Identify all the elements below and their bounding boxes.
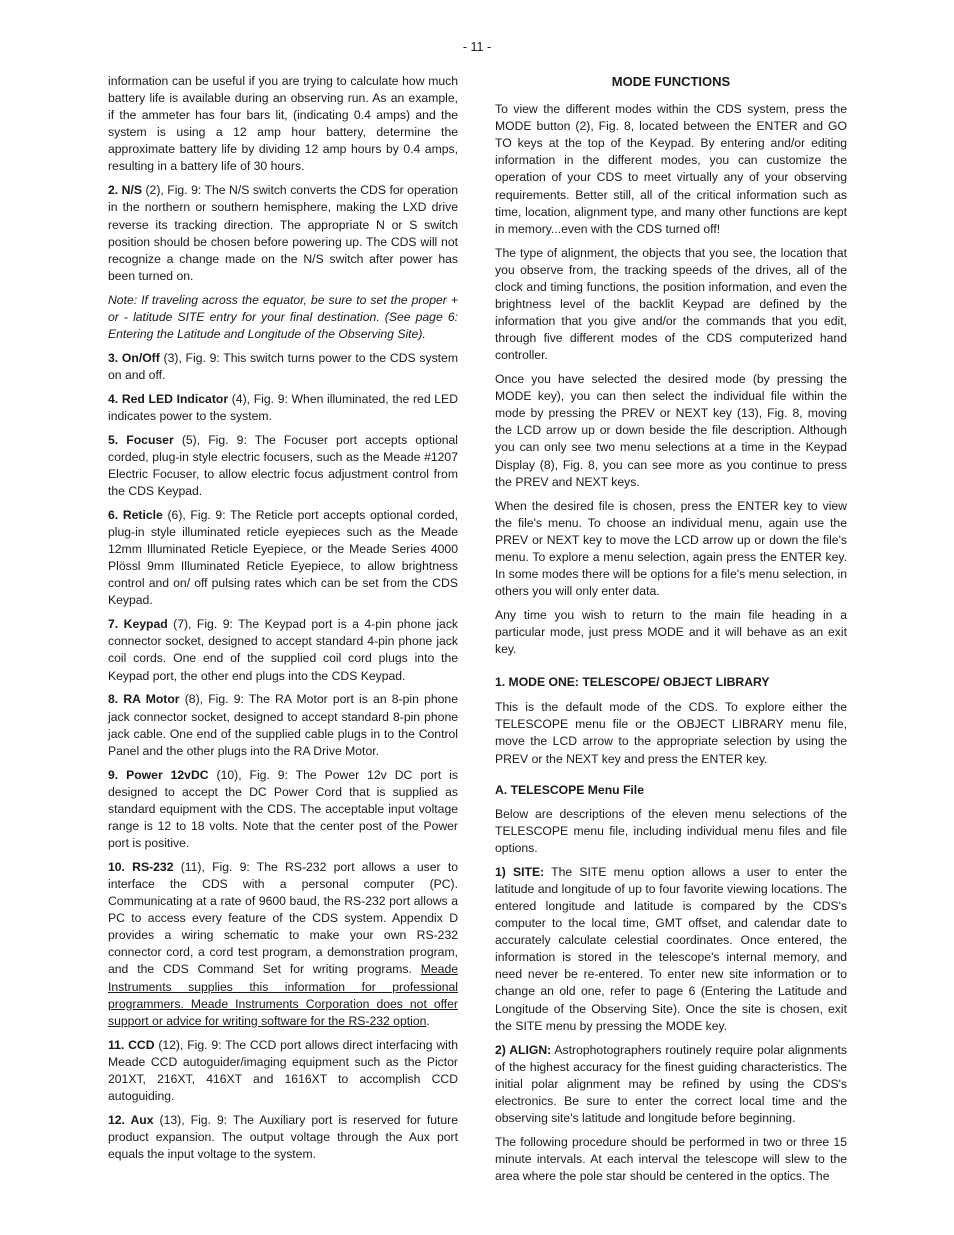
intro-paragraph: information can be useful if you are trying to calculate how much battery life is available during an observing run. As an example, if the ammeter has four bars lit, (indicating 0.4 amps) and the system is using a 12 amp hour battery, determine the approximate battery life by dividing 12 amp hours by 0.4 amps, resulting in a battery life of 30 hours. [108,74,458,174]
item-ra-motor [108,691,458,759]
item-red-led [108,391,458,425]
note-paragraph [108,292,458,343]
item-power [108,767,458,852]
item-text: (8), Fig. 9: The RA Motor port is an 8-pin phone jack connector socket, designed to accept standard 8-pin phone jack cable. One end of the supplied cable plugs in to the Control Panel and the other plugs into the RA Drive Motor. [108,692,458,758]
align-text: Astrophotographers routinely require polar alignments of the highest accuracy for the finest guiding characteristics. The initial polar alignment may be refined by using the CDS's electronics. Be sure to enter the correct local time and the observing site's latitude and longitude before beginning. [495,1042,847,1125]
item-label: 2. N/S [108,183,142,198]
item-label: 10. RS-232 [108,859,174,874]
page-number: - 11 - [462,40,492,54]
site-paragraph [495,864,847,1035]
item-text: (11), Fig. 9: The RS-232 port allows a user to interface the CDS with a personal computer (PC). Communicating at a rate of 9600 baud, the RS-232 port allows a PC to access every feature of the CDS system. Appendix D provides a wiring schematic to make your own RS-232 connector cord, a cord test program, a demonstration program, and the CDS Command Set for writing programs. [108,859,458,977]
item-keypad [108,616,458,684]
item-text: (12), Fig. 9: The CCD port allows direct interfacing with Meade CCD autoguider/imaging equipment such as the Pictor 201XT, 216XT, 416XT and 1616XT to accomplish CCD autoguiding. [108,1037,458,1103]
site-text: The SITE menu option allows a user to enter the latitude and longitude of up to four favorite viewing locations. The entered longitude and latitude is compared by the CDS's computer to the local time, GMT offset, and calendar date to accurately calculate celestial coordinates. Once entered, the information is stored in the telescope's internal memory, and need never be re-entered. To enter new site information or to change an old one, refer to page 6 (Entering the Latitude and Longitude of the Observing Site). Once the site is chosen, exit the SITE menu by pressing the MODE key. [495,864,847,1033]
section-heading: MODE FUNCTIONS [611,74,731,89]
mode-one-paragraph: This is the default mode of the CDS. To explore either the TELESCOPE menu file or the OBJECT LIBRARY menu file, move the LCD arrow to the appropriate selection by using the PREV or the NEXT key and press the ENTER key. [495,700,847,766]
item-label: 9. Power 12vDC [108,767,209,782]
item-on-off [108,350,458,384]
rs232-disclaimer: Meade Instruments supplies this information for professional programmers. Meade Instruments Corporation does not offer support or advice for writing software for the RS-232 option [108,962,458,1028]
body-paragraph: Once you have selected the desired mode (by pressing the MODE key), you can then select the individual file within the mode by pressing the PREV or NEXT key (13), Fig. 8, moving the LCD arrow up or down beside the file description. Although you can only see two menu selections at a time in the Keypad Display (8), Fig. 8, you can see more as you continue to press the PREV and NEXT keys. [495,372,847,489]
item-rs232 [108,859,458,1030]
item-label: 3. On/Off [108,350,160,365]
item-reticle [108,507,458,610]
item-tail: . [426,1013,430,1028]
left-column [108,73,458,1170]
item-focuser [108,432,458,500]
procedure-paragraph: The following procedure should be performed in two or three 15 minute intervals. At each interval the telescope will slew to the area where the pole star should be centered in the optics. The [495,1134,847,1184]
item-text: (3), Fig. 9: This switch turns power to the CDS system on and off. [108,350,458,382]
telescope-menu-heading: A. TELESCOPE Menu File [495,782,644,797]
mode-one-heading: 1. MODE ONE: TELESCOPE/ OBJECT LIBRARY [495,675,770,690]
item-text: (4), Fig. 9: When illuminated, the red LED indicates power to the system. [108,391,458,423]
item-ccd [108,1037,458,1105]
body-paragraph: Any time you wish to return to the main file heading in a particular mode, just press MODE and it will behave as an exit key. [495,607,847,657]
item-text: (10), Fig. 9: The Power 12v DC port is designed to accept the DC Power Cord that is supplied as standard equipment with the CDS. The acceptable input voltage range is 12 to 18 volts. Note that the center post of the Power port is positive. [108,767,458,851]
item-label: 12. Aux [108,1112,154,1127]
align-label: 2) ALIGN: [495,1042,552,1057]
item-text: (7), Fig. 9: The Keypad port is a 4-pin phone jack connector socket, designed to accept standard 4-pin phone jack coil cords. One end of the supplied coil cord plugs into the Keypad port, the other end plugs into the CDS Keypad. [108,617,459,683]
body-paragraph: To view the different modes within the CDS system, press the MODE button (2), Fig. 8, located between the ENTER and GO TO keys at the top of the Keypad. By entering and/or editing information in the different modes, you can customize the operation of your CDS to meet virtually any of your observing requirements. Better still, all of the critical information such as time, location, alignment type, and many other functions are kept in memory...even with the CDS turned off! [495,102,847,236]
telescope-menu-paragraph: Below are descriptions of the eleven menu selections of the TELESCOPE menu file, including individual menu files and file options. [495,806,847,855]
body-paragraph: When the desired file is chosen, press the ENTER key to view the file's menu. To choose an individual menu, again use the PREV or NEXT key to move the LCD arrow up or down the file's menu. To explore a menu selection, again press the ENTER key. In some modes there will be options for a file's menu selection, in others you will only enter data. [495,498,847,599]
item-text: (13), Fig. 9: The Auxiliary port is reserved for future product expansion. The output voltage through the Aux port equals the input voltage to the system. [108,1112,458,1161]
item-text: (6), Fig. 9: The Reticle port accepts optional corded, plug-in style illuminated reticle eyepieces such as the Meade 12mm Illuminated Reticle Eyepiece, or the Meade Series 4000 Plössl 9mm Illuminated Reticle Eyepiece, to allow brightness control and on/ off pulsing rates which can be set from the CDS Keypad. [108,507,458,608]
item-label: 11. CCD [108,1037,155,1052]
item-aux [108,1112,458,1163]
item-label: 7. Keypad [108,617,168,632]
item-label: 6. Reticle [108,507,163,522]
item-label: 8. RA Motor [108,692,180,707]
body-paragraph: The type of alignment, the objects that you see, the location that you observe from, the tracking speeds of the drives, all of the clock and timing functions, the position information, and even the brightness level of the backlit Keypad are defined by the information that you give and/or the commands that you edit, through five different modes of the CDS computerized hand controller. [495,245,847,363]
right-column [495,73,847,1192]
item-text: (2), Fig. 9: The N/S switch converts the CDS for operation in the northern or southern hemisphere, making the LXD drive reverse its tracking direction. The appropriate N or S switch position should be chosen before powering up. The CDS will not recognize a change made on the N/S switch after power has been turned on. [108,183,458,283]
note-text: Note: If traveling across the equator, be sure to set the proper + or - latitude SITE entry for your final destination. (See page 6: Entering the Latitude and Longitude of the Observing Site). [108,292,458,341]
site-label: 1) SITE: [495,864,545,879]
item-label: 5. Focuser [108,432,174,447]
item-text: (5), Fig. 9: The Focuser port accepts optional corded, plug-in style electric focusers, such as the Meade #1207 Electric Focuser, to allow electric focus adjustment control from the CDS Keypad. [108,432,458,499]
item-ns [108,182,458,285]
item-label: 4. Red LED Indicator [108,391,229,406]
align-paragraph [495,1042,847,1127]
